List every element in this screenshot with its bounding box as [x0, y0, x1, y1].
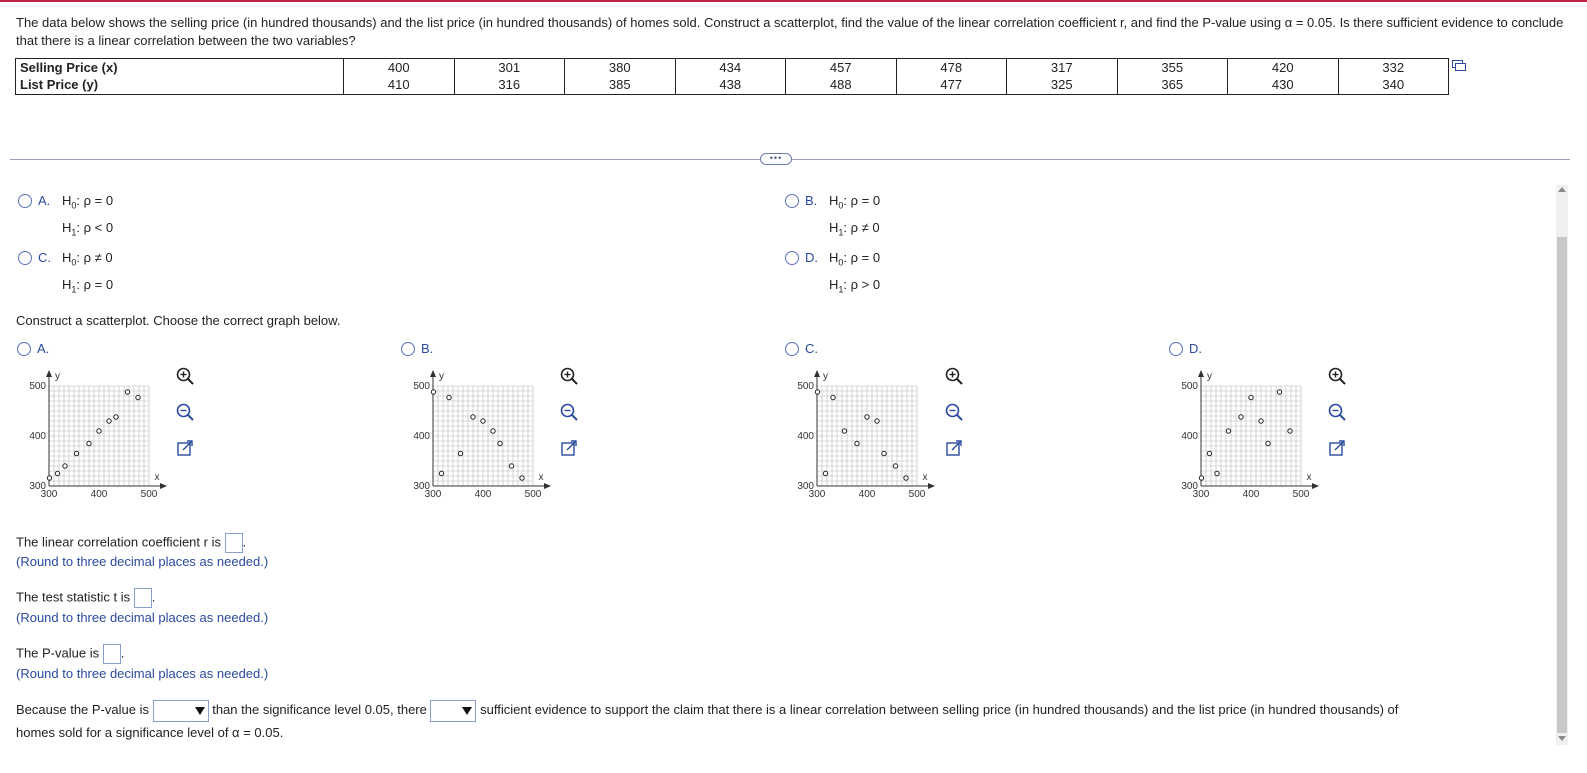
graph-option-header	[401, 341, 433, 356]
conclusion-text: sufficient evidence to support the claim that there is a linear correlation between selling price (in hundred thousands) and the list price (in hundred thousands) of	[480, 702, 1399, 717]
data-point	[893, 464, 897, 468]
data-point	[875, 419, 879, 423]
data-table	[15, 58, 1449, 95]
radio-button[interactable]	[785, 251, 799, 265]
zoom-out-icon[interactable]	[559, 402, 579, 422]
x-tick-label: 300	[40, 489, 58, 500]
x-axis-arrow	[160, 483, 167, 489]
copy-data-icon[interactable]	[1452, 60, 1466, 72]
hypotheses: $H_0$: ρ = 0 $H_1$: ρ ≠ 0	[829, 193, 881, 238]
option-letter: D.	[1189, 341, 1202, 356]
t-prompt: The test statistic t is	[16, 589, 131, 605]
zoom-in-icon[interactable]	[1327, 366, 1347, 386]
data-point	[481, 419, 485, 423]
scroll-thumb[interactable]	[1557, 237, 1567, 733]
data-point	[114, 415, 118, 419]
p-answer-input[interactable]	[103, 644, 121, 664]
y-row-label: List Price (y)	[16, 77, 344, 95]
x-axis-name: x	[922, 472, 928, 483]
table-cell: 355	[1117, 59, 1228, 77]
y-tick-label: 500	[1181, 381, 1198, 392]
radio-button[interactable]	[401, 342, 415, 356]
data-point	[498, 441, 502, 445]
option-letter: C.	[805, 341, 818, 356]
y-tick-label: 400	[797, 431, 814, 442]
comparison-dropdown[interactable]	[153, 700, 209, 722]
zoom-out-icon[interactable]	[1327, 402, 1347, 422]
y-axis-arrow	[814, 370, 820, 377]
x-tick-label: 400	[474, 489, 492, 500]
y-tick-label: 500	[413, 381, 430, 392]
scroll-down-icon[interactable]	[1558, 736, 1566, 741]
r-answer-input[interactable]	[225, 533, 243, 553]
chevron-down-icon	[194, 704, 206, 718]
data-point	[439, 471, 443, 475]
option-letter: B.	[805, 193, 818, 208]
scatterplot	[391, 363, 551, 500]
t-question: The test statistic t is .	[16, 588, 155, 608]
data-point	[831, 395, 835, 399]
scatterplot	[7, 363, 167, 500]
table-cell: 438	[675, 77, 786, 95]
radio-button[interactable]	[785, 194, 799, 208]
x-axis-arrow	[1312, 483, 1319, 489]
hypotheses: $H_0$: ρ ≠ 0 $H_1$: ρ = 0	[62, 250, 114, 295]
data-point	[491, 429, 495, 433]
option-letter: B.	[421, 341, 434, 356]
zoom-out-icon[interactable]	[175, 402, 195, 422]
option-letter: C.	[38, 250, 51, 265]
x-tick-label: 500	[524, 489, 542, 500]
open-new-window-icon[interactable]	[944, 438, 964, 458]
data-point	[1266, 441, 1270, 445]
table-cell: 477	[896, 77, 1007, 95]
graph-tools	[944, 366, 964, 474]
y-tick-label: 300	[797, 481, 814, 492]
table-cell: 301	[454, 59, 565, 77]
zoom-in-icon[interactable]	[944, 366, 964, 386]
zoom-out-icon[interactable]	[944, 402, 964, 422]
x-tick-label: 500	[1292, 489, 1310, 500]
data-point	[431, 390, 435, 394]
x-axis-name: x	[538, 472, 544, 483]
table-cell: 325	[1007, 77, 1118, 95]
open-new-window-icon[interactable]	[559, 438, 579, 458]
p-prompt: The P-value is	[16, 645, 100, 661]
data-point	[815, 390, 819, 394]
top-accent-line	[0, 0, 1587, 2]
table-cell: 478	[896, 59, 1007, 77]
data-point	[1215, 471, 1219, 475]
y-tick-label: 500	[29, 381, 46, 392]
table-cell: 457	[786, 59, 897, 77]
data-point	[107, 419, 111, 423]
data-point	[1259, 419, 1263, 423]
data-point	[1239, 415, 1243, 419]
x-axis-arrow	[544, 483, 551, 489]
x-tick-label: 400	[1242, 489, 1260, 500]
radio-button[interactable]	[18, 251, 32, 265]
data-point	[55, 471, 59, 475]
x-tick-label: 400	[90, 489, 108, 500]
table-cell: 410	[344, 77, 455, 95]
radio-button[interactable]	[1169, 342, 1183, 356]
p-question: The P-value is .	[16, 644, 124, 664]
data-point	[1288, 429, 1292, 433]
x-tick-label: 300	[1192, 489, 1210, 500]
y-axis-name: y	[1207, 371, 1212, 382]
scatterplot	[775, 363, 935, 500]
option-letter: A.	[38, 193, 51, 208]
scrollbar[interactable]	[1556, 185, 1568, 745]
data-point	[520, 476, 524, 480]
y-axis-name: y	[823, 371, 828, 382]
y-tick-label: 500	[797, 381, 814, 392]
data-point	[509, 464, 513, 468]
table-cell: 317	[1007, 59, 1118, 77]
x-tick-label: 500	[908, 489, 926, 500]
table-cell: 316	[454, 77, 565, 95]
graph-tools	[1327, 366, 1347, 474]
zoom-in-icon[interactable]	[559, 366, 579, 386]
data-point	[471, 415, 475, 419]
y-tick-label: 300	[29, 481, 46, 492]
scroll-up-icon[interactable]	[1558, 187, 1566, 192]
graph-option-header	[785, 341, 818, 356]
more-button[interactable]: •••	[760, 153, 792, 165]
conclusion-text: Because the P-value is	[16, 702, 149, 717]
x-tick-label: 300	[424, 489, 442, 500]
data-point	[136, 395, 140, 399]
data-point	[882, 451, 886, 455]
data-point	[87, 441, 91, 445]
table-cell: 380	[565, 59, 676, 77]
hypotheses: $H_0$: ρ = 0 $H_1$: ρ > 0	[829, 250, 881, 295]
graph-tools	[559, 366, 579, 474]
open-new-window-icon[interactable]	[1327, 438, 1347, 458]
data-point	[904, 476, 908, 480]
table-cell: 340	[1338, 77, 1449, 95]
chevron-down-icon	[461, 704, 473, 718]
x-axis-name: x	[154, 472, 160, 483]
data-point	[1277, 390, 1281, 394]
y-tick-label: 400	[1181, 431, 1198, 442]
y-axis-name: y	[55, 371, 60, 382]
graph-option-header	[1169, 341, 1202, 356]
table-cell: 332	[1338, 59, 1449, 77]
data-point	[1249, 395, 1253, 399]
scatter-prompt: Construct a scatterplot. Choose the correct graph below.	[16, 313, 341, 328]
data-point	[63, 464, 67, 468]
radio-button[interactable]	[785, 342, 799, 356]
table-row	[16, 59, 1449, 77]
round-hint: (Round to three decimal places as needed.)	[16, 554, 269, 569]
r-question: The linear correlation coefficient r is .	[16, 533, 246, 553]
round-hint: (Round to three decimal places as needed.)	[16, 666, 269, 681]
question-text: The data below shows the selling price (in hundred thousands) and the list price (in hundred thousands) of homes sold. Construct a scatterplot, find the value of the linear correlation coefficient r, and find the P-value using α = 0.05. Is there sufficient evidence to conclude that there is a linear correlation between the two variables?	[16, 15, 1564, 48]
option-letter: A.	[37, 341, 50, 356]
data-point	[47, 476, 51, 480]
hypothesis-option-c[interactable]	[18, 250, 113, 300]
y-axis-arrow	[46, 370, 52, 377]
x-axis-name: x	[1306, 472, 1312, 483]
data-point	[855, 441, 859, 445]
data-point	[458, 451, 462, 455]
zoom-in-icon[interactable]	[175, 366, 195, 386]
data-point	[97, 429, 101, 433]
evidence-dropdown[interactable]	[430, 700, 476, 722]
round-hint: (Round to three decimal places as needed.)	[16, 610, 269, 625]
open-new-window-icon[interactable]	[175, 438, 195, 458]
data-point	[1226, 429, 1230, 433]
table-cell: 385	[565, 77, 676, 95]
table-cell: 420	[1228, 59, 1339, 77]
scatterplot	[1159, 363, 1319, 500]
x-tick-label: 400	[858, 489, 876, 500]
conclusion	[16, 699, 1546, 744]
table-cell: 488	[786, 77, 897, 95]
y-axis-arrow	[430, 370, 436, 377]
hypotheses: $H_0$: ρ = 0 $H_1$: ρ < 0	[62, 193, 114, 238]
table-cell: 430	[1228, 77, 1339, 95]
y-axis-name: y	[439, 371, 444, 382]
hypothesis-option-b[interactable]	[785, 193, 880, 243]
y-tick-label: 400	[29, 431, 46, 442]
table-row	[16, 77, 1449, 95]
data-point	[823, 471, 827, 475]
y-axis-arrow	[1198, 370, 1204, 377]
y-tick-label: 400	[413, 431, 430, 442]
hypothesis-option-d[interactable]	[785, 250, 880, 300]
conclusion-text: homes sold for a significance level of α = 0.05.	[16, 724, 284, 740]
data-point	[1199, 476, 1203, 480]
x-tick-label: 300	[808, 489, 826, 500]
table-cell: 365	[1117, 77, 1228, 95]
data-point	[125, 390, 129, 394]
y-tick-label: 300	[413, 481, 430, 492]
data-point	[74, 451, 78, 455]
table-cell: 434	[675, 59, 786, 77]
x-axis-arrow	[928, 483, 935, 489]
graph-option-header	[17, 341, 49, 356]
radio-button[interactable]	[18, 194, 32, 208]
x-tick-label: 500	[140, 489, 158, 500]
data-point	[1207, 451, 1211, 455]
x-row-label: Selling Price (x)	[16, 59, 344, 77]
t-answer-input[interactable]	[134, 588, 152, 608]
table-cell: 400	[344, 59, 455, 77]
graph-tools	[175, 366, 195, 474]
data-point	[447, 395, 451, 399]
data-point	[842, 429, 846, 433]
data-point	[865, 415, 869, 419]
conclusion-text: than the significance level 0.05, there	[212, 702, 427, 717]
hypothesis-option-a[interactable]	[18, 193, 113, 243]
option-letter: D.	[805, 250, 818, 265]
y-tick-label: 300	[1181, 481, 1198, 492]
r-prompt: The linear correlation coefficient r is	[16, 534, 221, 550]
radio-button[interactable]	[17, 342, 31, 356]
